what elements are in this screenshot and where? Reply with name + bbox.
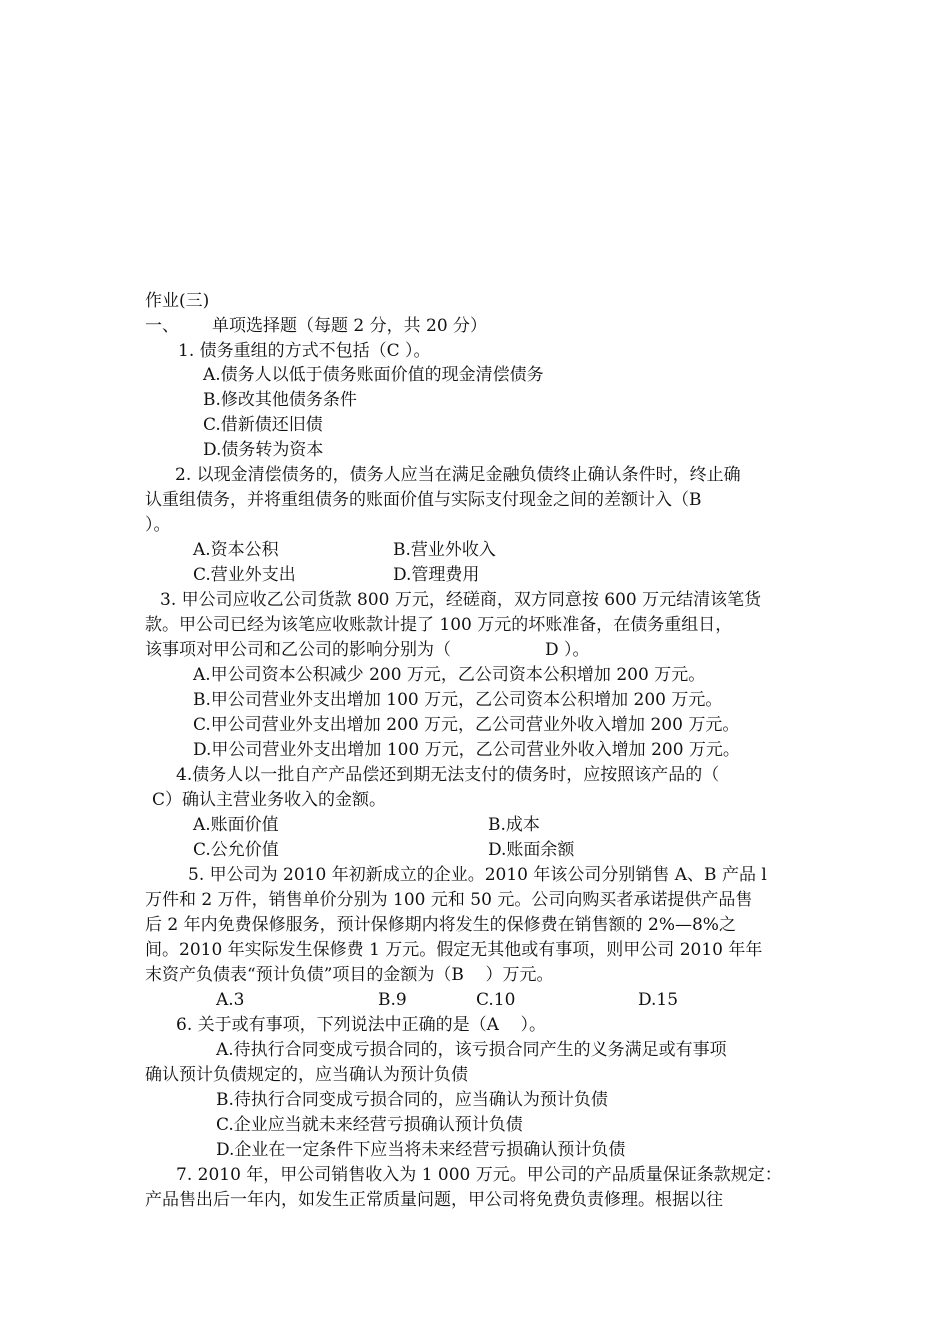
question-2-option-b: B.营业外收入 [393, 540, 496, 560]
question-2-option-d: D.管理费用 [393, 565, 480, 585]
question-5-option-b: B.9 [378, 990, 407, 1010]
question-3-stem-line-3: 该事项对甲公司和乙公司的影响分别为（ [145, 640, 451, 660]
section-number: 一、 [145, 316, 179, 336]
question-2-stem-line-1: 2. 以现金清偿债务的，债务人应当在满足金融负债终止确认条件时，终止确 [175, 465, 741, 485]
question-3-option-a: A.甲公司资本公积减少 200 万元，乙公司资本公积增加 200 万元。 [193, 665, 706, 685]
question-1-option-d: D.债务转为资本 [203, 440, 324, 460]
question-5-stem-line-2: 万件和 2 万件，销售单价分别为 100 元和 50 元。公司向购买者承诺提供产品售 [145, 890, 753, 910]
question-2-stem-line-3: ）。 [145, 515, 171, 535]
question-1-option-a: A.债务人以低于债务账面价值的现金清偿债务 [203, 365, 544, 385]
page-title: 作业(三) [145, 291, 210, 311]
question-4-option-b: B.成本 [488, 815, 540, 835]
question-6-option-a-line-1: A.待执行合同变成亏损合同的，该亏损合同产生的义务满足或有事项 [216, 1040, 727, 1060]
question-5-option-c: C.10 [476, 990, 516, 1010]
question-2-option-a: A.资本公积 [193, 540, 279, 560]
question-5-option-d: D.15 [638, 990, 679, 1010]
question-5-stem-line-3: 后 2 年内免费保修服务，预计保修期内将发生的保修费在销售额的 2%—8%之 [145, 915, 736, 935]
question-6-option-b: B.待执行合同变成亏损合同的，应当确认为预计负债 [216, 1090, 608, 1110]
question-4-option-a: A.账面价值 [193, 815, 279, 835]
question-3-stem-line-2: 款。甲公司已经为该笔应收账款计提了 100 万元的坏账准备，在债务重组日， [145, 615, 733, 635]
question-1-stem: 1. 债务重组的方式不包括（C ）。 [178, 341, 431, 361]
question-3-option-b: B.甲公司营业外支出增加 100 万元，乙公司资本公积增加 200 万元。 [193, 690, 723, 710]
question-5-stem-line-4: 间。2010 年实际发生保修费 1 万元。假定无其他或有事项，则甲公司 2010 年年 [145, 940, 763, 960]
question-4-stem-line-1: 4.债务人以一批自产产品偿还到期无法支付的债务时，应按照该产品的（ [176, 765, 720, 785]
question-3-option-d: D.甲公司营业外支出增加 100 万元，乙公司营业外收入增加 200 万元。 [193, 740, 740, 760]
question-4-stem-line-2: C）确认主营业务收入的金额。 [152, 790, 387, 810]
question-2-option-c: C.营业外支出 [193, 565, 296, 585]
question-7-stem-line-2: 产品售出后一年内，如发生正常质量问题，甲公司将免费负责修理。根据以往 [145, 1190, 723, 1210]
question-4-option-c: C.公允价值 [193, 840, 279, 860]
question-2-stem-line-2: 认重组债务，并将重组债务的账面价值与实际支付现金之间的差额计入（B [145, 490, 702, 510]
question-3-stem-line-1: 3. 甲公司应收乙公司货款 800 万元，经磋商，双方同意按 600 万元结清该笔货 [160, 590, 762, 610]
question-3-option-c: C.甲公司营业外支出增加 200 万元，乙公司营业外收入增加 200 万元。 [193, 715, 740, 735]
question-5-stem-line-1: 5. 甲公司为 2010 年初新成立的企业。2010 年该公司分别销售 A、B 产品 l [188, 865, 767, 885]
question-6-option-d: D.企业在一定条件下应当将未来经营亏损确认预计负债 [216, 1140, 626, 1160]
question-6-stem: 6. 关于或有事项，下列说法中正确的是（A ）。 [176, 1015, 547, 1035]
section-heading: 单项选择题（每题 2 分，共 20 分） [212, 316, 488, 336]
question-1-option-c: C.借新债还旧债 [203, 415, 323, 435]
question-4-option-d: D.账面余额 [488, 840, 575, 860]
question-7-stem-line-1: 7. 2010 年，甲公司销售收入为 1 000 万元。甲公司的产品质量保证条款规定： [176, 1165, 782, 1185]
question-1-option-b: B.修改其他债务条件 [203, 390, 357, 410]
question-6-option-c: C.企业应当就未来经营亏损确认预计负债 [216, 1115, 523, 1135]
question-5-option-a: A.3 [216, 990, 245, 1010]
question-6-option-a-line-2: 确认预计负债规定的，应当确认为预计负债 [145, 1065, 468, 1085]
question-3-answer: D ）。 [545, 640, 590, 660]
question-5-stem-line-5: 末资产负债表“预计负债”项目的金额为（B ）万元。 [145, 965, 554, 985]
